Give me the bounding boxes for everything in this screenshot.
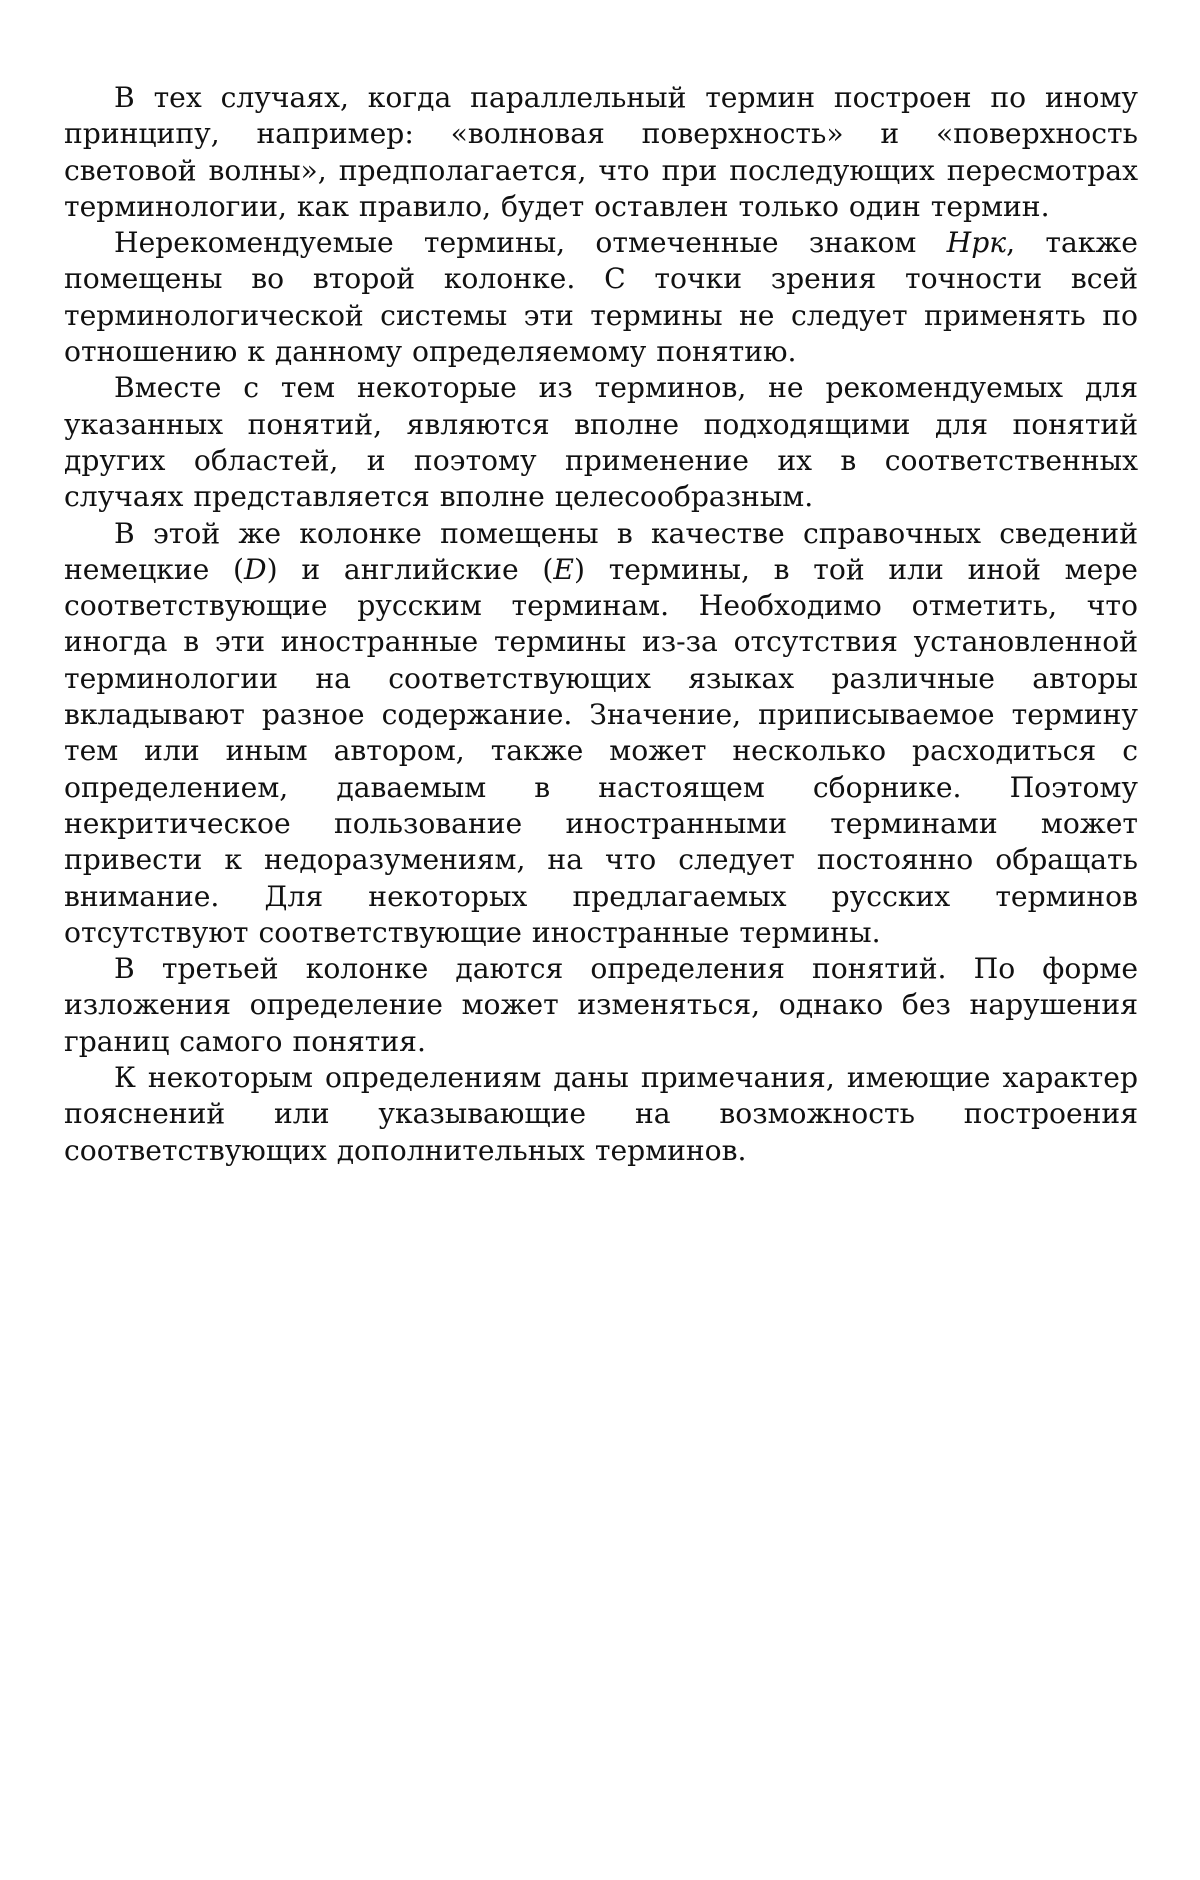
paragraph-parallel-terms <box>64 80 1138 225</box>
paragraph-text-start: Нерекомендуемые термины, отмеченные знаком <box>114 226 947 259</box>
paragraph-definitions <box>64 951 1138 1060</box>
paragraph-text-middle: ) и английские ( <box>267 553 554 586</box>
document-page <box>64 80 1138 1169</box>
paragraph-text-end: , также помещены во второй колонке. С точки зрения точности всей терминологической системы эти термины не следует применять по отношению к данному определяемому понятию. <box>64 226 1138 368</box>
paragraph-other-fields <box>64 370 1138 515</box>
english-mark: E <box>553 553 574 586</box>
german-mark: D <box>244 553 267 586</box>
paragraph-foreign-terms <box>64 516 1138 952</box>
paragraph-text-end: ) термины, в той или иной мере соответствующие русским терминам. Необходимо отметить, что иногда в эти иностранные термины из-за отсутствия установленной терминологии на соответствующих языках различные авторы вкладывают разное содержание. Значение, приписываемое термину тем или иным автором, также может несколько расходиться с определением, даваемым в настоящем сборнике. Поэтому некритическое пользование иностранными терминами может привести к недоразумениям, на что следует постоянно обращать внимание. Для некоторых предлагаемых русских терминов отсутствуют соответствующие иностранные термины. <box>64 553 1138 949</box>
paragraph-not-recommended-terms <box>64 225 1138 370</box>
paragraph-notes <box>64 1060 1138 1169</box>
paragraph-text-start: В этой же колонке помещены в качестве справочных сведений немецкие ( <box>64 517 1138 586</box>
nrk-mark: Нрк <box>947 226 1006 259</box>
paragraph-text: К некоторым определениям даны примечания, имеющие характер пояснений или указывающие на возможность построения соответствующих дополнительных терминов. <box>64 1061 1138 1167</box>
paragraph-text: Вместе с тем некоторые из терминов, не рекомендуемых для указанных понятий, являются вполне подходящими для понятий других областей, и поэтому применение их в соответственных случаях представляется вполне целесообразным. <box>64 371 1138 513</box>
paragraph-text: В тех случаях, когда параллельный термин построен по иному принципу, например: «волновая поверхность» и «поверхность световой волны», предполагается, что при последующих пересмотрах терминологии, как правило, будет оставлен только один термин. <box>64 81 1138 223</box>
paragraph-text: В третьей колонке даются определения понятий. По форме изложения определение может изменяться, однако без нарушения границ самого понятия. <box>64 952 1138 1058</box>
